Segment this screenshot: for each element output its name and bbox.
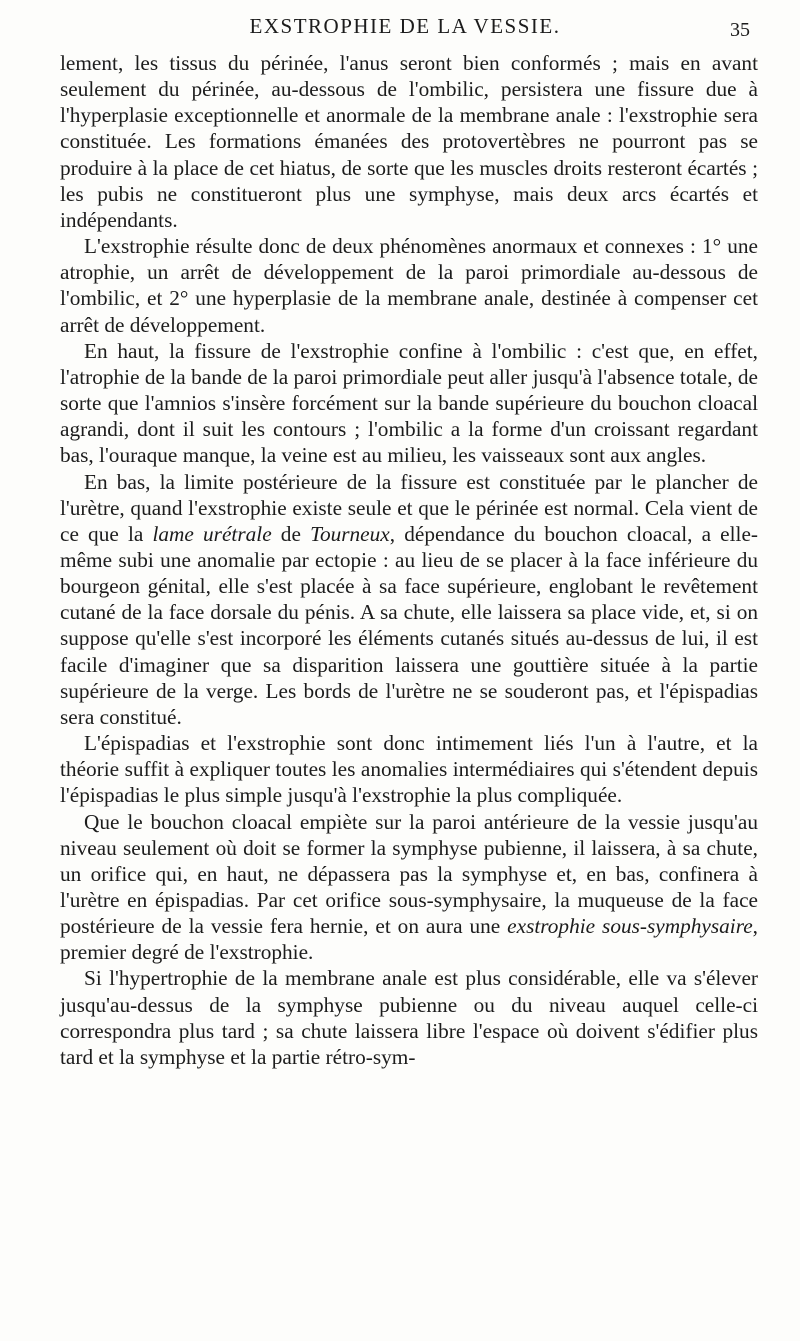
body-text xyxy=(60,50,758,1070)
text-run: L'exstrophie résulte donc de deux phénomènes anormaux et connexes : 1° une atrophie, un arrêt de développement de la paroi primordiale au-dessous de l'ombilic, et 2° une hyperplasie de la membrane anale, destinée à compenser cet arrêt de développement. xyxy=(60,234,758,337)
text-run: de xyxy=(271,521,311,546)
text-run: Si l'hypertrophie de la membrane anale est plus considérable, elle va s'élever jusqu'au-dessus de la symphyse pubienne ou du niveau auquel celle-ci correspondra plus tard ; sa chute laissera libre l'espace où doivent s'édifier plus tard et la symphyse et la partie rétro-sym- xyxy=(60,966,758,1069)
paragraph xyxy=(60,338,758,469)
paragraph xyxy=(60,50,758,233)
text-run: En bas, la limite postérieure de la fissure est constituée par le plancher de l'urètre, quand l'exstrophie existe seule et que le périnée est normal. Cela vient de ce que la xyxy=(60,469,758,546)
running-head xyxy=(60,10,750,42)
text-run: L'épispadias et l'exstrophie sont donc intimement liés l'un à l'autre, et la théorie suffit à expliquer toutes les anomalies intermédiaires qui s'étendent depuis l'épispadias le plus simple jusqu'à l'exstrophie la plus compliquée. xyxy=(60,731,758,808)
page-number: 35 xyxy=(730,19,750,41)
paragraph xyxy=(60,233,758,338)
paragraph xyxy=(60,469,758,731)
paragraph xyxy=(60,809,758,966)
italic-term: Tourneux xyxy=(310,521,390,546)
paragraph xyxy=(60,965,758,1070)
text-run: Que le bouchon cloacal empiète sur la paroi antérieure de la vessie jusqu'au niveau seulement où doit se former la symphyse pubienne, il laissera, à sa chute, un orifice qui, en haut, ne dépassera pas la symphyse et, en bas, confinera à l'urètre en épispadias. Par cet orifice sous-symphysaire, la muqueuse de la face postérieure de la vessie fera hernie, et on aura une xyxy=(60,809,758,939)
italic-term: exstrophie sous-symphysaire xyxy=(507,914,753,939)
text-run: , dépendance du bouchon cloacal, a elle-même subi une anomalie par ectopie : au lieu de se placer à la face inférieure du bourgeon génital, elle s'est placée à sa face supérieure, englobant le revêtement cutané de la face dorsale du pénis. A sa chute, elle laissera sa place vide, et, si on suppose qu'elle s'est incorporé les éléments cutanés situés au-dessus de lui, il est facile d'imaginer que sa disparition laissera une gouttière située à la partie supérieure de la verge. Les bords de l'urètre ne se souderont pas, et l'épispadias sera constitué. xyxy=(60,521,759,729)
running-title: EXSTROPHIE DE LA VESSIE. xyxy=(249,14,561,38)
italic-term: lame urétrale xyxy=(152,521,272,546)
text-run: En haut, la fissure de l'exstrophie confine à l'ombilic : c'est que, en effet, l'atrophie de la bande de la paroi primordiale peut aller jusqu'à l'absence totale, de sorte que l'amnios s'insère forcément sur la bande supérieure du bouchon cloacal agrandi, dont il suit les contours ; l'ombilic a la forme d'un croissant regardant bas, l'ouraque manque, la veine est au milieu, les vaisseaux sont aux angles. xyxy=(60,338,758,468)
text-run: lement, les tissus du périnée, l'anus seront bien conformés ; mais en avant seulement du périnée, au-dessous de l'ombilic, persistera une fissure due à l'hyperplasie exceptionnelle et anormale de la membrane anale : l'exstrophie sera constituée. Les formations émanées des protovertèbres ne pourront pas se produire à la place de cet hiatus, de sorte que les muscles droits resteront écartés ; les pubis ne constitueront plus une symphyse, mais deux arcs écartés et indépendants. xyxy=(60,51,758,232)
paragraph xyxy=(60,730,758,808)
text-run: , premier degré de l'exstrophie. xyxy=(60,914,758,965)
